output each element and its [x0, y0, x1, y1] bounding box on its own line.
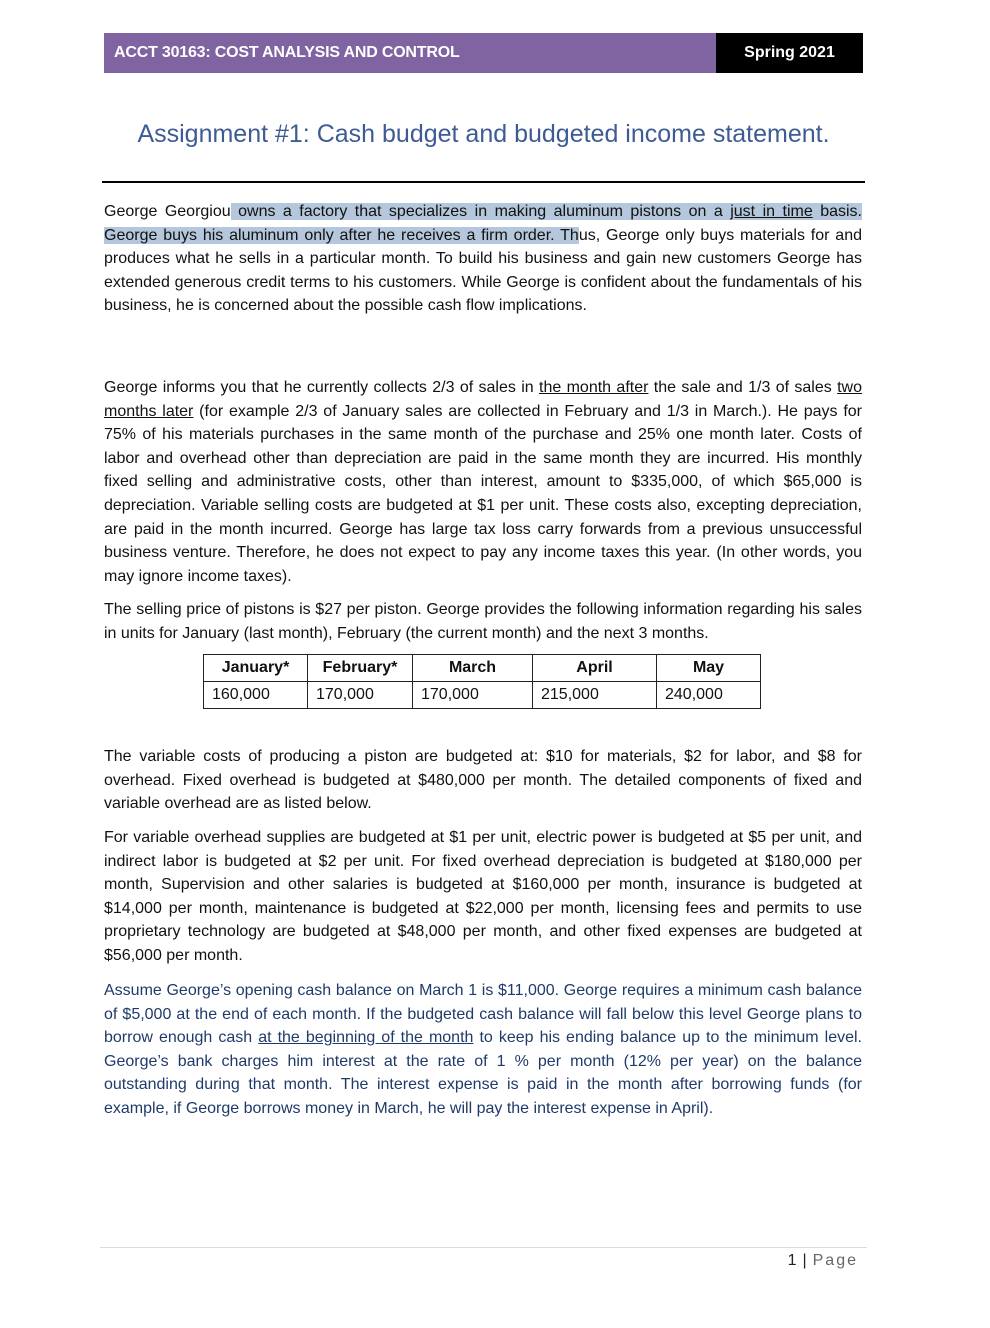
table-cell: 170,000 — [413, 682, 533, 709]
course-title: ACCT 30163: COST ANALYSIS AND CONTROL — [104, 33, 716, 73]
assignment-title: Assignment #1: Cash budget and budgeted income statement. — [137, 120, 830, 148]
page-header — [104, 33, 863, 73]
table-header-row — [204, 655, 761, 682]
table-header-cell: May — [657, 655, 761, 682]
sales-units-table — [203, 654, 761, 709]
page-separator: | — [802, 1252, 807, 1269]
table-cell: 160,000 — [204, 682, 308, 709]
text-run: owns a factory that specializes in making aluminum pistons on a — [230, 203, 731, 220]
underlined-text: the month after — [539, 379, 649, 396]
page-label: Page — [812, 1252, 858, 1269]
text-run: to keep his ending balance up to the minimum level. George’s bank charges him interest at the rate of 1 % per month (12% per year) on the balance outstanding during that month. The interest expense is paid in the month after borrowing funds (for example, if George borrows money in March, he will pay the interest expense in April). — [104, 1029, 862, 1117]
footer-divider — [100, 1247, 867, 1248]
overhead-components-paragraph: For variable overhead supplies are budgeted at $1 per unit, electric power is budgeted at $5 per unit, and indirect labor is budgeted at $2 per unit. For fixed overhead depreciation is budgeted at $180,000 per month, Supervision and other salaries is budgeted at $160,000 per month, insurance is budgeted at $14,000 per month, maintenance is budgeted at $22,000 per month, licensing fees and permits to use proprietary technology are budgeted at $48,000 per month, and other fixed expenses are budgeted at $56,000 per month. — [104, 829, 862, 964]
page-number — [788, 1252, 858, 1270]
cash-balance-paragraph — [104, 979, 862, 1121]
text-run: basis. George buys his aluminum only after he receives a firm order. Th — [104, 203, 862, 244]
text-run: George Georgiou — [104, 203, 231, 220]
table-header-cell: March — [413, 655, 533, 682]
table-header-cell: April — [533, 655, 657, 682]
text-run: us, George only buys materials for and produces what he sells in a particular month. To build his business and gain new customers George has extended generous credit terms to his customers. While George is confident about the fundamentals of his business, he is concerned about the possible cash flow implications. — [104, 226, 863, 315]
selling-price-paragraph: The selling price of pistons is $27 per piston. George provides the following information regarding his sales in units for January (last month), February (the current month) and the next 3 months. — [104, 601, 862, 642]
table-cell: 215,000 — [533, 682, 657, 709]
text-run: the sale and 1/3 of sales — [648, 379, 838, 396]
title-divider — [102, 181, 865, 183]
collections-paragraph — [104, 376, 862, 588]
term-label: Spring 2021 — [716, 33, 863, 73]
page-number-value: 1 — [787, 1252, 797, 1269]
table-row — [204, 682, 761, 709]
table-header-cell: January* — [204, 655, 308, 682]
table-header-cell: February* — [308, 655, 413, 682]
text-run: Assume George’s opening cash balance on March 1 is $11,000. George requires a minimum cash balance of $5,000 at the end of each month. If the budgeted cash balance will fall below this level George plans to borrow enough cash — [104, 982, 862, 1047]
table-cell: 240,000 — [657, 682, 761, 709]
variable-costs-paragraph: The variable costs of producing a piston are budgeted at: $10 for materials, $2 for labor, and $8 for overhead. Fixed overhead is budgeted at $480,000 per month. The detailed components of fixed and variable overhead are as listed below. — [104, 748, 862, 813]
underlined-text: two months later — [104, 379, 862, 420]
text-run: George informs you that he currently collects 2/3 of sales in — [104, 379, 540, 396]
intro-paragraph — [104, 200, 862, 318]
text-run: (for example 2/3 of January sales are collected in February and 1/3 in March.). He pays for 75% of his materials purchases in the same month of the purchase and 25% one month later. Costs of labor and overhead other than depreciation are paid in the same month they are incurred. His monthly fixed selling and administrative costs, other than interest, amount to $335,000, of which $65,000 is depreciation. Variable selling costs are budgeted at $1 per unit. These costs also, excepting depreciation, are paid in the month incurred. George has large tax loss carry forwards from a previous unsuccessful business venture. Therefore, he does not expect to pay any income taxes this year. (In other words, you may ignore income taxes). — [104, 402, 862, 585]
table-cell: 170,000 — [308, 682, 413, 709]
underlined-text: just in time — [730, 203, 813, 220]
underlined-text: at the beginning of the month — [258, 1029, 474, 1047]
